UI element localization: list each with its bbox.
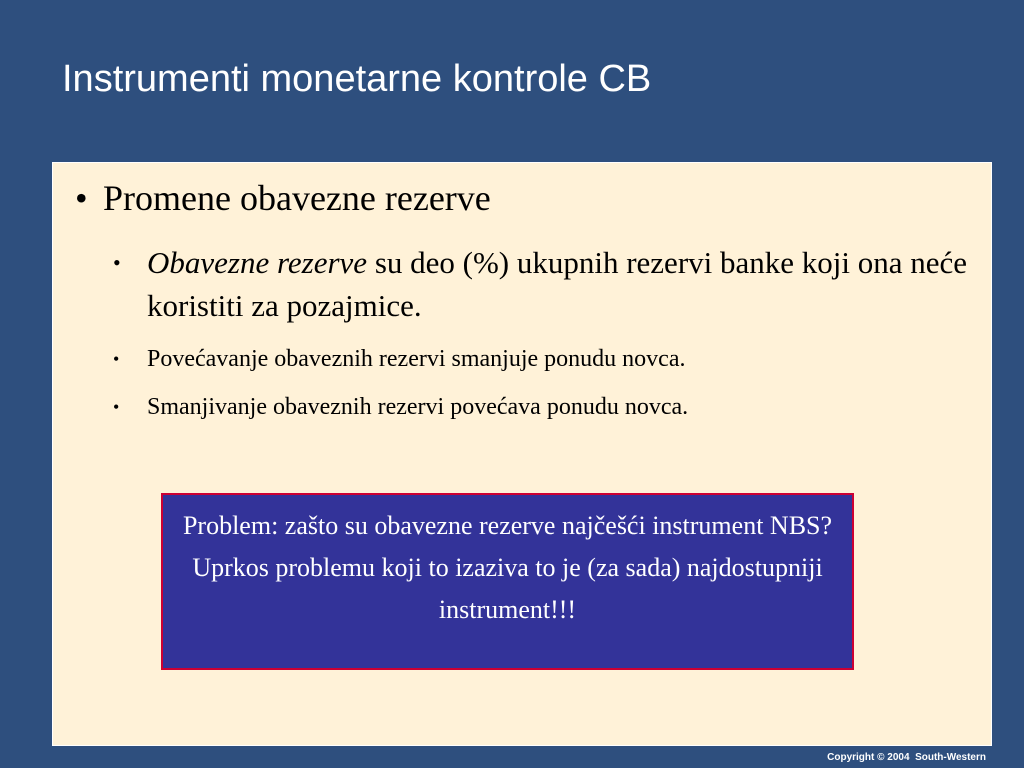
bullet-text: Smanjivanje obaveznih rezervi povećava ponudu novca. [147, 394, 689, 420]
slide-title: Instrumenti monetarne kontrole CB [62, 58, 652, 100]
bullet-marker: • [75, 178, 88, 218]
bullet-marker: • [113, 250, 121, 275]
bullet-text [147, 241, 983, 327]
definition-text: su deo (%) ukupnih rezervi banke koji ona neće koristiti za pozajmice. [147, 245, 968, 323]
bullet-marker: • [113, 349, 120, 369]
copyright-notice: Copyright © 2004 South-Western [827, 752, 986, 763]
term-italic: Obavezne rezerve [147, 245, 368, 280]
bullet-text: Povećavanje obaveznih rezervi smanjuje ponudu novca. [147, 346, 686, 372]
bullet-level2-increase [113, 343, 983, 375]
bullet-level2-definition [113, 241, 983, 327]
bullet-level2-decrease [113, 391, 983, 423]
bullet-text: Promene obavezne rezerve [103, 178, 491, 218]
problem-callout-box: Problem: zašto su obavezne rezerve najčešći instrument NBS? Uprkos problemu koji to izaziva to je (za sada) najdostupniji instrument!!! [161, 493, 854, 670]
bullet-level1 [75, 177, 491, 219]
bullet-marker: • [113, 397, 120, 417]
